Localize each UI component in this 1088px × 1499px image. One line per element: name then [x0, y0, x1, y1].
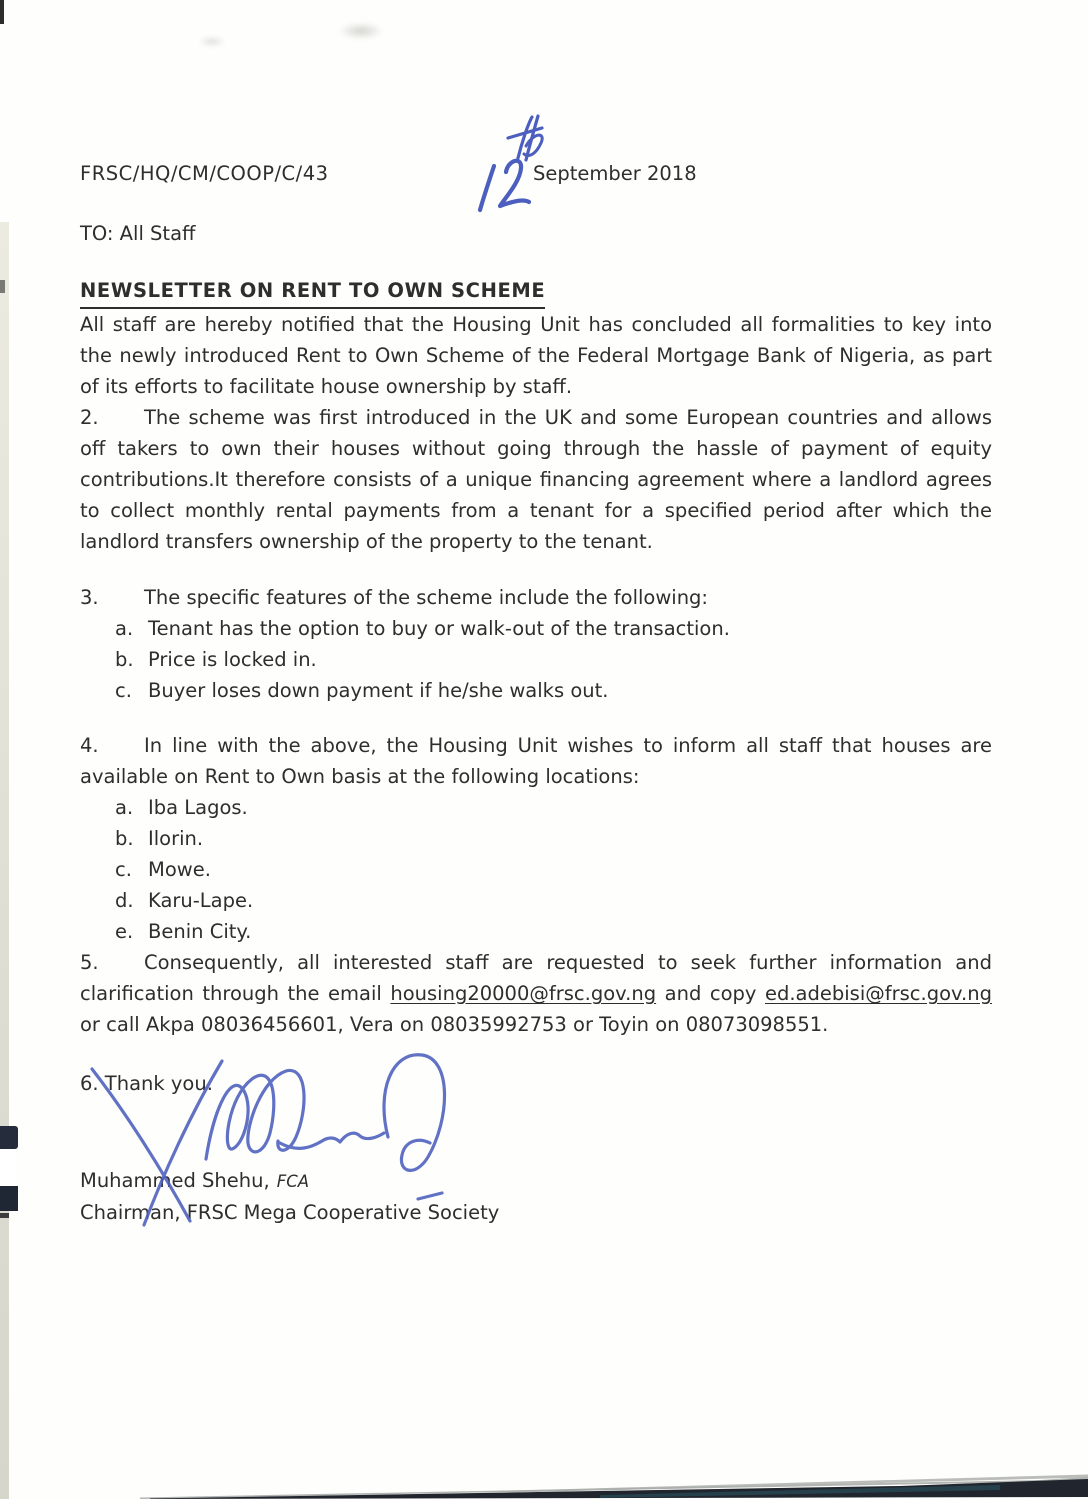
item-text: Iba Lagos. — [148, 796, 248, 819]
list-item — [80, 613, 992, 644]
signer-name: Muhammed Shehu, — [80, 1169, 270, 1192]
item-marker: a. — [115, 617, 134, 640]
signer-block — [80, 1165, 992, 1228]
paragraph-1: All staff are hereby notified that the Housing Unit has concluded all formalities to key into the newly introduced Rent to Own Scheme of the Federal Mortgage Bank of Nigeria, as part of its efforts to facilitate house ownership by staff. — [80, 313, 992, 398]
paragraph-text: and copy — [656, 982, 765, 1005]
paragraph-4-lead — [80, 730, 992, 792]
item-text: Ilorin. — [148, 827, 204, 850]
list-item — [80, 823, 992, 854]
bottom-scan-band — [0, 1471, 1088, 1499]
paragraph-text: Consequently, all interested staff are requested to seek further information and clarification through the email — [80, 951, 992, 1005]
email-address: housing20000@frsc.gov.ng — [390, 982, 657, 1005]
item-marker: b. — [115, 827, 134, 850]
closing-block — [80, 1068, 992, 1228]
paragraph-text: In line with the above, the Housing Unit wishes to inform all staff that houses are available on Rent to Own basis at the following locations: — [80, 734, 992, 788]
paragraph-number: 5. — [80, 951, 99, 974]
date-text: September 2018 — [533, 162, 697, 185]
list-item — [80, 854, 992, 885]
item-text: Tenant has the option to buy or walk-out of the transaction. — [148, 617, 730, 640]
title-wrap — [80, 275, 992, 309]
paragraph-number: 2. — [80, 406, 99, 429]
paragraph-5 — [80, 947, 992, 1040]
paragraph-2 — [80, 402, 992, 557]
signer-name-line — [80, 1165, 992, 1197]
letter-title: NEWSLETTER ON RENT TO OWN SCHEME — [80, 275, 545, 309]
reference-row — [80, 158, 992, 190]
item-marker: d. — [115, 889, 134, 912]
list-item — [80, 675, 992, 706]
item-text: Buyer loses down payment if he/she walks out. — [148, 679, 609, 702]
item-marker: b. — [115, 648, 134, 671]
list-item — [80, 885, 992, 916]
item-marker: a. — [115, 796, 134, 819]
to-line: TO: All Staff — [80, 222, 196, 245]
paragraph-text: The scheme was first introduced in the UK and some European countries and allows off takers to own their houses without going through the hassle of payment of equity contributions.It therefore consists of a unique financing agreement where a landlord agrees to collect monthly rental payments from a tenant for a specified period after which the landlord transfers ownership of the property to the tenant. — [80, 406, 992, 553]
item-marker: c. — [115, 679, 132, 702]
paragraph-number: 4. — [80, 734, 99, 757]
item-text: Karu-Lape. — [148, 889, 254, 912]
paragraph-number: 3. — [80, 586, 99, 609]
thanks-line: 6. Thank you. — [80, 1072, 213, 1095]
list-item — [80, 916, 992, 947]
item-text: Benin City. — [148, 920, 252, 943]
locations-list — [80, 792, 992, 947]
item-text: Price is locked in. — [148, 648, 317, 671]
paragraph-text: or call Akpa 08036456601, Vera on 08035992753 or Toyin on 08073098551. — [80, 1013, 829, 1036]
paragraph-3-lead — [80, 582, 992, 613]
item-marker: c. — [115, 858, 132, 881]
paragraph-4 — [80, 730, 992, 947]
signer-role: Chairman, FRSC Mega Cooperative Society — [80, 1201, 500, 1224]
email-address: ed.adebisi@frsc.gov.ng — [764, 982, 992, 1005]
item-marker: e. — [115, 920, 134, 943]
list-item — [80, 644, 992, 675]
features-list — [80, 613, 992, 706]
paragraph-text: The specific features of the scheme include the following: — [144, 586, 709, 609]
list-item — [80, 792, 992, 823]
item-text: Mowe. — [148, 858, 211, 881]
paragraph-3 — [80, 582, 992, 706]
reference-number: FRSC/HQ/CM/COOP/C/43 — [80, 162, 329, 185]
signer-credential: FCA — [276, 1172, 310, 1191]
